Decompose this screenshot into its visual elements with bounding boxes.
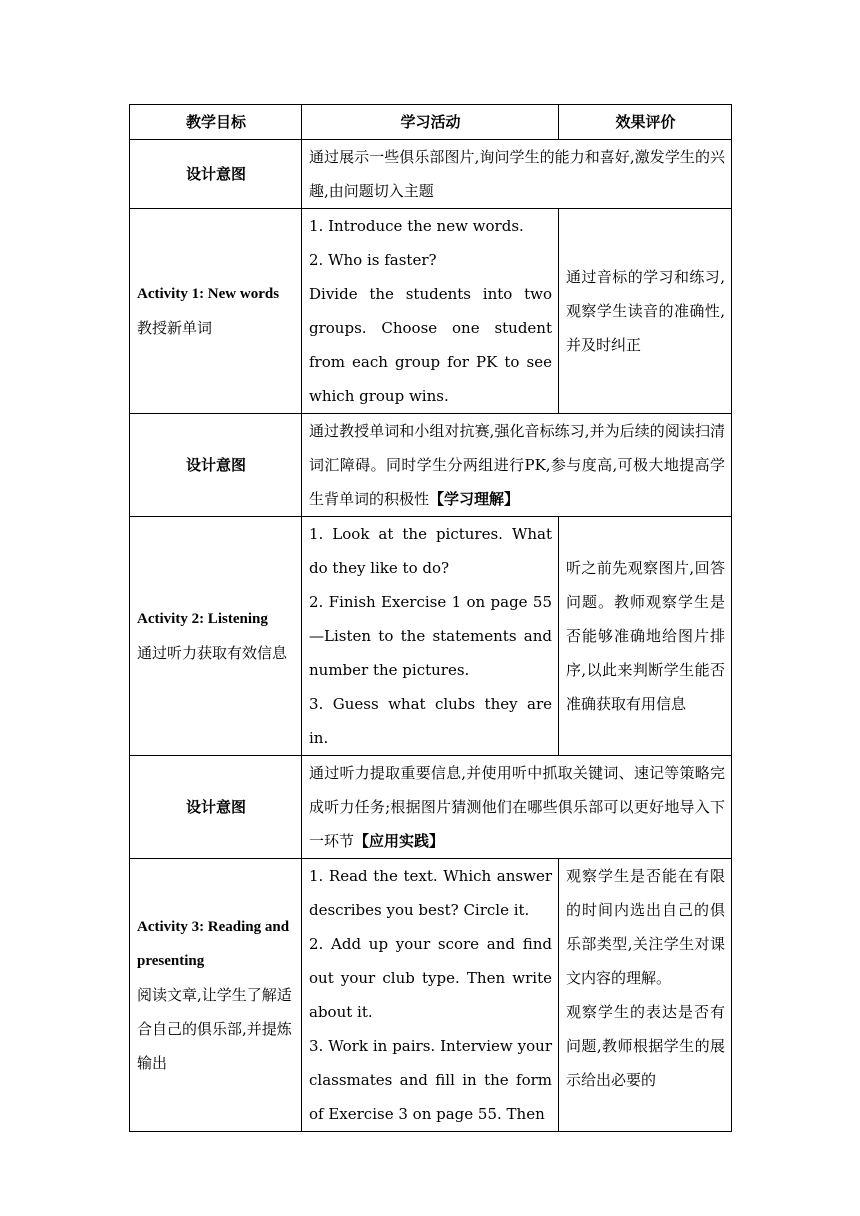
activity-3-title: Activity 3: Reading and presenting [137, 919, 290, 969]
activity-3-step-1: 1. Read the text. Which answer describes you best? Circle it. [309, 867, 552, 919]
intent-label-1: 设计意图 [130, 140, 302, 209]
activity-2-steps [302, 517, 559, 756]
activity-1-step-2: 2. Who is faster? [309, 251, 437, 269]
activity-2-desc: 通过听力获取有效信息 [137, 644, 288, 662]
activity-3-eval-1: 观察学生是否能在有限的时间内选出自己的俱乐部类型,关注学生对课文内容的理解。 [566, 867, 725, 987]
activity-2-step-3: 3. Guess what clubs they are in. [309, 695, 552, 747]
activity-3-eval-2: 观察学生的表达是否有问题,教师根据学生的展示给出必要的 [566, 1003, 725, 1089]
activity-2-goal [130, 517, 302, 756]
activity-2-step-1: 1. Look at the pictures. What do they like to do? [309, 525, 552, 577]
header-activity: 学习活动 [302, 105, 559, 140]
activity-3-desc: 阅读文章,让学生了解适合自己的俱乐部,并提炼输出 [137, 986, 292, 1072]
intent-2-body: 通过教授单词和小组对抗赛,强化音标练习,并为后续的阅读扫清词汇障碍。同时学生分两组进行PK,参与度高,可极大地提高学生背单词的积极性 [309, 422, 725, 508]
activity-1-steps [302, 209, 559, 414]
activity-2-title: Activity 2: Listening [137, 611, 268, 627]
header-goal: 教学目标 [130, 105, 302, 140]
activity-3-steps [302, 859, 559, 1132]
activity-1-desc: 教授新单词 [137, 319, 213, 337]
activity-3-step-2: 2. Add up your score and find out your club type. Then write about it. [309, 935, 552, 1021]
activity-1-title: Activity 1: New words [137, 286, 280, 302]
intent-3-body: 通过听力提取重要信息,并使用听中抓取关键词、速记等策略完成听力任务;根据图片猜测他们在哪些俱乐部可以更好地导入下一环节 [309, 764, 725, 850]
activity-row-1 [130, 209, 732, 414]
intent-3-tag: 【应用实践】 [354, 832, 445, 850]
activity-row-3 [130, 859, 732, 1132]
activity-3-evaluation [559, 859, 732, 1132]
intent-text-1: 通过展示一些俱乐部图片,询问学生的能力和喜好,激发学生的兴趣,由问题切入主题 [302, 140, 732, 209]
header-row [130, 105, 732, 140]
intent-row-2 [130, 414, 732, 517]
intent-text-2 [302, 414, 732, 517]
activity-1-evaluation: 通过音标的学习和练习,观察学生读音的准确性,并及时纠正 [559, 209, 732, 414]
activity-1-step-3: Divide the students into two groups. Choose one student from each group for PK to see which group wins. [309, 285, 552, 405]
intent-label-2: 设计意图 [130, 414, 302, 517]
intent-row-1 [130, 140, 732, 209]
intent-row-3 [130, 756, 732, 859]
activity-1-goal [130, 209, 302, 414]
activity-2-step-2: 2. Finish Exercise 1 on page 55—Listen to the statements and number the pictures. [309, 593, 552, 679]
activity-3-goal [130, 859, 302, 1132]
activity-row-2 [130, 517, 732, 756]
intent-text-3 [302, 756, 732, 859]
intent-2-tag: 【学习理解】 [429, 490, 520, 508]
lesson-plan-table [129, 104, 732, 1132]
activity-3-step-3: 3. Work in pairs. Interview your classmates and fill in the form of Exercise 3 on page 55. Then [309, 1037, 552, 1123]
header-evaluation: 效果评价 [559, 105, 732, 140]
intent-label-3: 设计意图 [130, 756, 302, 859]
activity-2-evaluation: 听之前先观察图片,回答问题。教师观察学生是否能够准确地给图片排序,以此来判断学生能否准确获取有用信息 [559, 517, 732, 756]
activity-1-step-1: 1. Introduce the new words. [309, 217, 524, 235]
